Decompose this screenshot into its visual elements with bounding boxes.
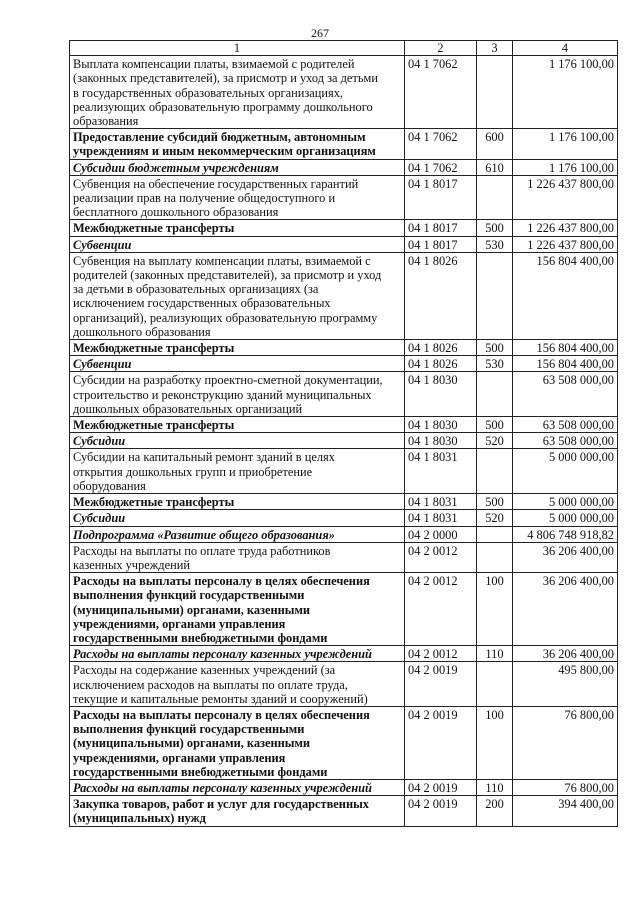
row-name-cell — [70, 433, 405, 449]
row-name-line: Межбюджетные трансферты — [73, 495, 235, 510]
row-name-line: образования — [73, 114, 139, 129]
table-row — [70, 56, 618, 129]
row-code-cell: 04 1 8030 — [405, 417, 477, 433]
row-name-line: Расходы на содержание казенных учреждений (за — [73, 663, 336, 678]
table-row — [70, 236, 618, 252]
row-code-cell: 04 2 0000 — [405, 526, 477, 542]
row-vr-cell: 200 — [477, 796, 513, 826]
row-name-line: Субвенция на обеспечение государственных гарантий — [73, 176, 359, 191]
row-vr-cell — [477, 542, 513, 572]
row-sum-cell: 5 000 000,00 — [513, 510, 618, 526]
row-code-cell: 04 2 0019 — [405, 662, 477, 707]
row-code-cell: 04 1 8031 — [405, 510, 477, 526]
header-col-3: 3 — [477, 41, 513, 56]
row-code-cell: 04 1 7062 — [405, 159, 477, 175]
row-name-cell — [70, 494, 405, 510]
row-vr-cell — [477, 449, 513, 494]
row-name-line: исключением расходов на выплаты по оплате труда, — [73, 677, 348, 692]
row-name-cell — [70, 372, 405, 417]
row-name-line: дошкольного образования — [73, 324, 211, 339]
row-name-line: выполнения функций государственными — [73, 722, 305, 737]
row-name-line: учреждениями, органами управления — [73, 616, 286, 631]
table-row — [70, 356, 618, 372]
row-code-cell: 04 2 0019 — [405, 706, 477, 779]
row-code-cell: 04 1 8026 — [405, 356, 477, 372]
row-name-line: учреждениями, органами управления — [73, 750, 286, 765]
row-sum-cell: 1 176 100,00 — [513, 159, 618, 175]
row-name-cell — [70, 646, 405, 662]
table-header-row — [70, 41, 618, 56]
row-code-cell: 04 1 8026 — [405, 340, 477, 356]
table-row — [70, 662, 618, 707]
row-name-cell — [70, 779, 405, 795]
row-name-cell — [70, 129, 405, 159]
row-sum-cell: 394 400,00 — [513, 796, 618, 826]
row-sum-cell: 4 806 748 918,82 — [513, 526, 618, 542]
row-name-line: организаций), реализующих образовательную программу — [73, 310, 378, 325]
row-code-cell: 04 1 8030 — [405, 433, 477, 449]
row-sum-cell: 1 226 437 800,00 — [513, 175, 618, 220]
row-name-line: Расходы на выплаты персоналу в целях обеспечения — [73, 707, 370, 722]
row-name-line: (муниципальными) органами, казенными — [73, 736, 311, 751]
table-row — [70, 494, 618, 510]
row-name-line: Субвенция на выплату компенсации платы, взимаемой с — [73, 253, 371, 268]
row-name-cell — [70, 175, 405, 220]
row-vr-cell: 110 — [477, 646, 513, 662]
row-sum-cell: 63 508 000,00 — [513, 372, 618, 417]
row-vr-cell: 530 — [477, 356, 513, 372]
row-name-line: (муниципальными) органами, казенными — [73, 602, 311, 617]
row-name-line: оборудования — [73, 478, 146, 493]
row-sum-cell: 1 226 437 800,00 — [513, 220, 618, 236]
row-sum-cell: 156 804 400,00 — [513, 340, 618, 356]
row-code-cell: 04 2 0019 — [405, 796, 477, 826]
row-name-line: исключением государственных образовательных — [73, 296, 331, 311]
row-name-line: Субвенции — [73, 357, 132, 372]
row-vr-cell: 500 — [477, 494, 513, 510]
row-name-line: Закупка товаров, работ и услуг для государственных — [73, 797, 369, 812]
row-name-cell — [70, 236, 405, 252]
row-sum-cell: 63 508 000,00 — [513, 433, 618, 449]
row-name-cell — [70, 796, 405, 826]
row-name-line: Подпрограмма «Развитие общего образования» — [73, 527, 335, 542]
row-vr-cell — [477, 252, 513, 339]
table-row — [70, 542, 618, 572]
row-code-cell: 04 1 8026 — [405, 252, 477, 339]
row-name-cell — [70, 159, 405, 175]
row-name-cell — [70, 573, 405, 646]
table-row — [70, 646, 618, 662]
row-name-line: Расходы на выплаты персоналу в целях обеспечения — [73, 574, 370, 589]
table-row — [70, 433, 618, 449]
row-vr-cell — [477, 175, 513, 220]
row-vr-cell: 110 — [477, 779, 513, 795]
row-name-line: учреждениям и иным некоммерческим организациям — [73, 144, 376, 159]
row-vr-cell: 500 — [477, 340, 513, 356]
row-vr-cell: 520 — [477, 433, 513, 449]
table-row — [70, 175, 618, 220]
table-row — [70, 706, 618, 779]
row-code-cell: 04 1 7062 — [405, 56, 477, 129]
table-row — [70, 159, 618, 175]
table-row — [70, 510, 618, 526]
table-row — [70, 779, 618, 795]
row-name-cell — [70, 526, 405, 542]
row-vr-cell — [477, 662, 513, 707]
row-name-line: Межбюджетные трансферты — [73, 221, 235, 236]
row-vr-cell: 100 — [477, 573, 513, 646]
page-number: 267 — [311, 26, 329, 40]
row-name-line: родителей (законных представителей), за присмотр и уход — [73, 268, 382, 283]
row-name-line: реализации прав на получение общедоступного и — [73, 191, 336, 206]
row-name-cell — [70, 706, 405, 779]
row-name-cell — [70, 340, 405, 356]
row-code-cell: 04 1 8017 — [405, 236, 477, 252]
row-name-line: Предоставление субсидий бюджетным, автономным — [73, 130, 366, 145]
row-name-line: Субвенции — [73, 237, 132, 252]
row-name-cell — [70, 542, 405, 572]
budget-table — [69, 40, 618, 827]
row-name-line: казенных учреждений — [73, 557, 190, 572]
table-row — [70, 526, 618, 542]
row-name-cell — [70, 252, 405, 339]
row-vr-cell: 500 — [477, 220, 513, 236]
row-sum-cell: 5 000 000,00 — [513, 449, 618, 494]
row-sum-cell: 76 800,00 — [513, 706, 618, 779]
row-name-line: Расходы на выплаты по оплате труда работников — [73, 543, 331, 558]
row-name-line: дошкольных образовательных организаций — [73, 401, 303, 416]
row-name-line: Субсидии бюджетным учреждениям — [73, 160, 279, 175]
row-code-cell: 04 2 0012 — [405, 542, 477, 572]
row-sum-cell: 156 804 400,00 — [513, 356, 618, 372]
row-vr-cell: 100 — [477, 706, 513, 779]
table-row — [70, 340, 618, 356]
row-code-cell: 04 2 0019 — [405, 779, 477, 795]
row-name-line: строительство и реконструкцию зданий муниципальных — [73, 387, 372, 402]
row-sum-cell: 1 176 100,00 — [513, 56, 618, 129]
row-name-cell — [70, 356, 405, 372]
row-vr-cell — [477, 526, 513, 542]
row-vr-cell: 520 — [477, 510, 513, 526]
row-code-cell: 04 1 8017 — [405, 175, 477, 220]
table-row — [70, 372, 618, 417]
table-row — [70, 129, 618, 159]
row-code-cell: 04 2 0012 — [405, 646, 477, 662]
table-row — [70, 796, 618, 826]
header-col-2: 2 — [405, 41, 477, 56]
table-body — [70, 56, 618, 826]
row-name-line: Субсидии — [73, 511, 126, 526]
row-name-line: Расходы на выплаты персоналу казенных учреждений — [73, 647, 372, 662]
row-name-line: за детьми в образовательных организациях (за — [73, 282, 319, 297]
row-name-line: Субсидии на капитальный ремонт зданий в целях — [73, 450, 335, 465]
header-col-1: 1 — [70, 41, 405, 56]
row-name-line: Межбюджетные трансферты — [73, 418, 235, 433]
row-sum-cell: 495 800,00 — [513, 662, 618, 707]
header-col-4: 4 — [513, 41, 618, 56]
row-vr-cell: 530 — [477, 236, 513, 252]
row-name-line: Субсидии — [73, 434, 126, 449]
row-name-line: Расходы на выплаты персоналу казенных учреждений — [73, 780, 372, 795]
table-row — [70, 573, 618, 646]
row-name-cell — [70, 56, 405, 129]
row-name-line: государственными внебюджетными фондами — [73, 764, 328, 779]
row-vr-cell — [477, 56, 513, 129]
row-code-cell: 04 1 7062 — [405, 129, 477, 159]
row-sum-cell: 1 176 100,00 — [513, 129, 618, 159]
row-name-line: государственными внебюджетными фондами — [73, 630, 328, 645]
row-code-cell: 04 1 8030 — [405, 372, 477, 417]
row-name-cell — [70, 449, 405, 494]
row-name-cell — [70, 510, 405, 526]
row-name-line: Выплата компенсации платы, взимаемой с родителей — [73, 57, 355, 72]
row-name-line: Субсидии на разработку проектно-сметной документации, — [73, 373, 383, 388]
row-code-cell: 04 1 8031 — [405, 494, 477, 510]
row-sum-cell: 36 206 400,00 — [513, 542, 618, 572]
row-sum-cell: 63 508 000,00 — [513, 417, 618, 433]
row-name-line: (муниципальных) нужд — [73, 811, 206, 826]
row-name-line: бесплатного дошкольного образования — [73, 205, 279, 220]
row-name-cell — [70, 662, 405, 707]
row-name-cell — [70, 220, 405, 236]
row-sum-cell: 76 800,00 — [513, 779, 618, 795]
table-row — [70, 417, 618, 433]
row-name-line: в государственных образовательных организациях, — [73, 85, 344, 100]
row-vr-cell — [477, 372, 513, 417]
row-code-cell: 04 1 8017 — [405, 220, 477, 236]
row-name-line: открытия дошкольных групп и приобретение — [73, 464, 313, 479]
row-vr-cell: 600 — [477, 129, 513, 159]
row-vr-cell: 610 — [477, 159, 513, 175]
row-name-line: (законных представителей), за присмотр и уход за детьми — [73, 71, 378, 86]
row-sum-cell: 36 206 400,00 — [513, 573, 618, 646]
table-row — [70, 220, 618, 236]
row-vr-cell: 500 — [477, 417, 513, 433]
row-name-line: текущие и капитальные ремонты зданий и сооружений) — [73, 691, 368, 706]
row-name-line: реализующих образовательную программу дошкольного — [73, 99, 373, 114]
row-name-cell — [70, 417, 405, 433]
row-sum-cell: 1 226 437 800,00 — [513, 236, 618, 252]
row-sum-cell: 156 804 400,00 — [513, 252, 618, 339]
row-sum-cell: 5 000 000,00 — [513, 494, 618, 510]
table-row — [70, 449, 618, 494]
row-code-cell: 04 2 0012 — [405, 573, 477, 646]
table-row — [70, 252, 618, 339]
row-name-line: выполнения функций государственными — [73, 588, 305, 603]
row-code-cell: 04 1 8031 — [405, 449, 477, 494]
row-sum-cell: 36 206 400,00 — [513, 646, 618, 662]
row-name-line: Межбюджетные трансферты — [73, 341, 235, 356]
